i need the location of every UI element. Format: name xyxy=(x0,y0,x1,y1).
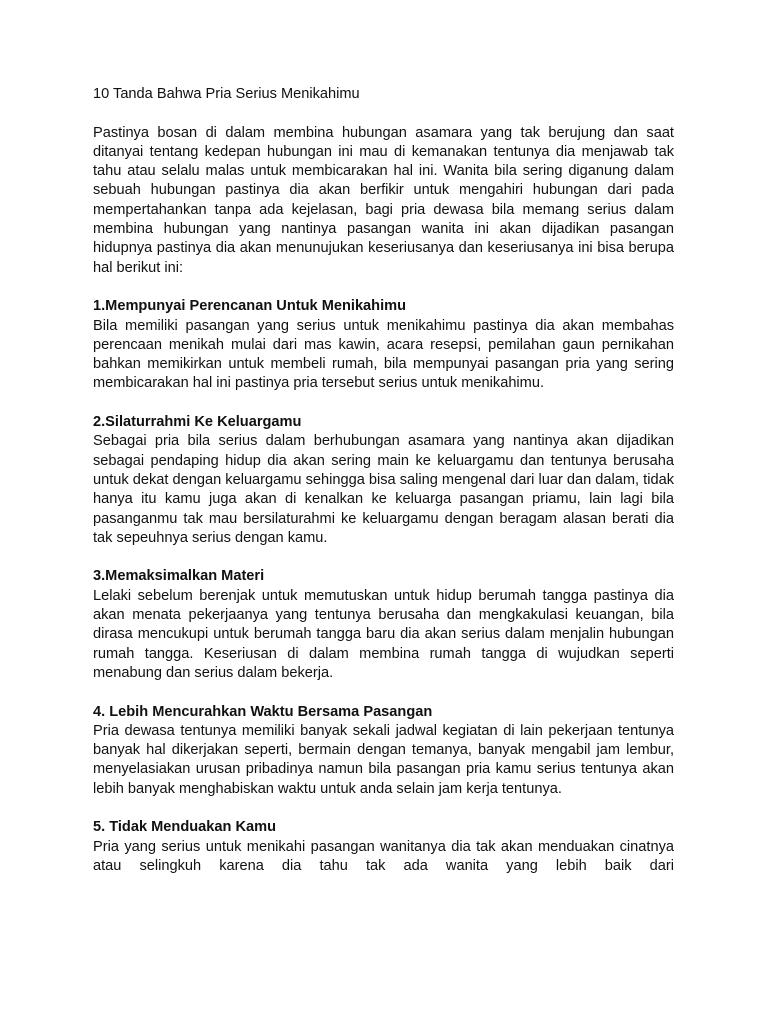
section-3 xyxy=(93,567,674,683)
section-1 xyxy=(93,297,674,393)
section-heading: 2.Silaturrahmi Ke Keluargamu xyxy=(93,414,302,431)
intro-paragraph: Pastinya bosan di dalam membina hubungan asamara yang tak berujung dan saat ditanyai tentang kedepan hubungan ini mau di kemanakan tentunya dia menjawab tak tahu atau selalu malas untuk membicarakan hal ini. Wanita bila sering diganung dalam sebuah hubungan pastinya dia akan berfikir untuk mengahiri hubungan dari pada mempertahankan tanpa ada kejelasan, bagi pria dewasa bila memang serius dalam membina hubungan yang nantinya pasangan wanita ini akan dijadikan pasangan hidupnya pastinya dia akan menunujukan keseriusanya dan keseriusanya ini bisa berupa hal berikut ini: xyxy=(93,124,674,276)
document-page xyxy=(93,85,674,895)
section-body: Pria dewasa tentunya memiliki banyak sekali jadwal kegiatan di lain pekerjaan tentunya banyak hal dikerjakan seperti, bermain dengan temanya, banyak mengabil jam lembur, menyelasiakan urusan pribadinya namun bila pasangan pria kamu serius tentunya akan lebih banyak menghabiskan waktu untuk anda selain jam kerja tentunya. xyxy=(93,722,674,797)
section-heading: 3.Memaksimalkan Materi xyxy=(93,568,265,585)
section-heading: 4. Lebih Mencurahkan Waktu Bersama Pasangan xyxy=(93,703,433,720)
section-heading: 5. Tidak Menduakan Kamu xyxy=(93,819,277,836)
section-body: Bila memiliki pasangan yang serius untuk menikahimu pastinya dia akan membahas perencaan menikah mulai dari mas kawin, acara resepsi, pemilahan gaun pernikahan bahkan memikirkan untuk membeli rumah, bila mempunyai pasangan pria yang sering membicarakan hal ini pastinya pria tersebut serius untuk menikahimu. xyxy=(93,317,674,392)
section-body: Pria yang serius untuk menikahi pasangan wanitanya dia tak akan menduakan cinatnya atau selingkuh karena dia tahu tak ada wanita yang lebih baik dari xyxy=(93,838,674,874)
document-title: 10 Tanda Bahwa Pria Serius Menikahimu xyxy=(93,86,360,102)
section-body: Sebagai pria bila serius dalam berhubungan asamara yang nantinya akan dijadikan sebagai pendaping hidup dia akan sering main ke keluargamu dan tentunya berusaha untuk dekat dengan keluargamu sehingga bisa saling mengenal dari luar dan dalam, tidak hanya itu kamu juga akan di kenalkan ke keluarga pasangan priamu, lain lagi bila pasanganmu tak mau bersilaturahmi ke keluargamu dengan beragam alasan berati dia tak sepeuhnya serius dengan kamu. xyxy=(93,433,674,546)
section-body: Lelaki sebelum berenjak untuk memutuskan untuk hidup berumah tangga pastinya dia akan menata pekerjaanya yang tentunya berusaha dan mengkakulasi keuangan, bila dirasa mencukupi untuk berumah tangga baru dia akan serius dalam menjalin hubungan rumah tangga. Keseriusan di dalam membina rumah tangga di wujudkan seperti menabung dan serius dalam bekerja. xyxy=(93,587,674,681)
section-5 xyxy=(93,818,674,876)
section-4 xyxy=(93,703,674,799)
section-heading: 1.Mempunyai Perencanan Untuk Menikahimu xyxy=(93,298,407,315)
section-2 xyxy=(93,413,674,548)
